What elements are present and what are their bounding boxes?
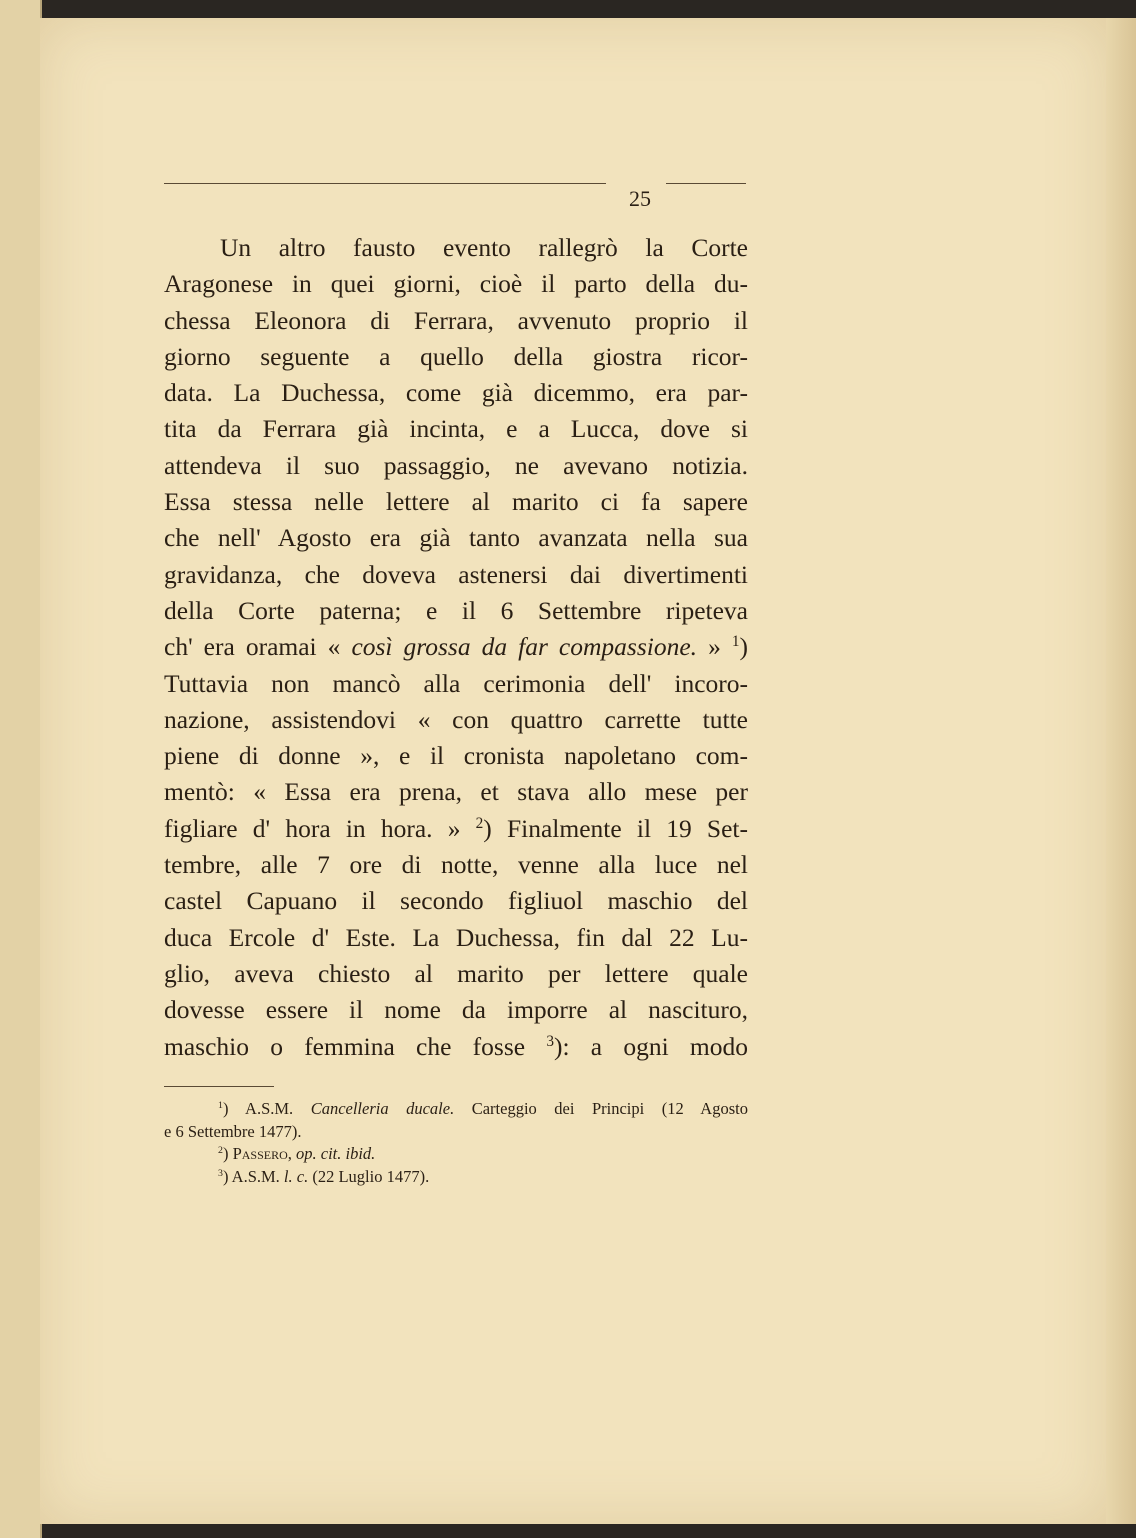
text-line: Un altro fausto evento rallegrò la Corte xyxy=(220,233,748,262)
page-number: 25 xyxy=(629,186,651,211)
footnote-ref-1: 1 xyxy=(731,633,740,651)
text-line: glio, aveva chiesto al marito per lettere quale xyxy=(164,958,748,988)
text-line-with-quotation xyxy=(164,629,748,665)
text-line: duca Ercole d' Este. La Duchessa, fin dal 22 Lu- xyxy=(164,922,748,952)
text-line: dovesse essere il nome da imporre al nascituro, xyxy=(164,995,748,1025)
footnote-mark: 2 xyxy=(218,1145,223,1157)
italic-span: l. c. xyxy=(283,1166,309,1186)
text-span: ) Finalmente il 19 Set- xyxy=(483,813,748,843)
footnote-1 xyxy=(164,1098,748,1121)
text-span: , xyxy=(287,1144,297,1163)
text-line: della Corte paterna; e il 6 Settembre ripeteva xyxy=(164,595,748,625)
footnote-2 xyxy=(164,1143,748,1166)
text-span: ) A.S.M. xyxy=(222,1166,284,1186)
text-line: Aragonese in quei giorni, cioè il parto della du- xyxy=(164,269,748,299)
text-span: » xyxy=(697,632,732,662)
footnote-1-continued: e 6 Settembre 1477). xyxy=(164,1121,302,1141)
text-line: Tuttavia non mancò alla cerimonia dell' incoro- xyxy=(164,668,748,698)
header-rule-left xyxy=(164,183,606,184)
text-span: ch' era oramai « xyxy=(164,632,352,662)
text-span: Carteggio dei Principi (12 Agosto xyxy=(454,1099,748,1118)
page-stack-edge xyxy=(1106,18,1136,1524)
footnote-mark: 3 xyxy=(218,1167,223,1179)
footnote-ref-3: 3 xyxy=(546,1032,554,1050)
author-name: Passero xyxy=(232,1144,288,1163)
footnote-separator xyxy=(164,1086,274,1087)
footnote-ref-2: 2 xyxy=(475,814,484,832)
text-line: attendeva il suo passaggio, ne avevano notizia. xyxy=(164,450,748,480)
text-line: mentò: « Essa era prena, et stava allo mese per xyxy=(164,777,748,807)
footnotes xyxy=(164,1098,748,1188)
text-line: nazione, assistendovi « con quattro carrette tutte xyxy=(164,704,748,734)
text-line-with-note xyxy=(164,1029,748,1065)
text-line: data. La Duchessa, come già dicemmo, era par- xyxy=(164,378,748,408)
italic-quotation: così grossa da far compassione. xyxy=(351,632,698,662)
left-page-edge xyxy=(0,0,42,1538)
text-line: tita da Ferrara già incinta, e a Lucca, dove si xyxy=(164,414,748,444)
italic-span: Cancelleria ducale. xyxy=(310,1099,455,1118)
footnote-mark: 1 xyxy=(218,1100,223,1112)
footnote-3 xyxy=(164,1166,748,1189)
body-text xyxy=(164,230,748,1065)
text-line: castel Capuano il secondo figliuol maschio del xyxy=(164,886,748,916)
text-span: maschio o femmina che fosse xyxy=(164,1031,547,1061)
text-span: ) A.S.M. xyxy=(222,1099,311,1118)
text-line: tembre, alle 7 ore di notte, venne alla luce nel xyxy=(164,850,748,880)
text-span: ) xyxy=(222,1144,233,1163)
text-line: Essa stessa nelle lettere al marito ci fa sapere xyxy=(164,487,748,517)
text-span: figliare d' hora in hora. » xyxy=(164,813,476,843)
text-span: ) xyxy=(739,632,748,662)
text-span: (22 Luglio 1477). xyxy=(308,1166,430,1186)
text-line-with-note xyxy=(164,811,748,847)
text-line: piene di donne », e il cronista napoletano com- xyxy=(164,741,748,771)
text-line: gravidanza, che doveva astenersi dai divertimenti xyxy=(164,559,748,589)
text-span: ): a ogni modo xyxy=(553,1031,748,1061)
header-rule-right xyxy=(666,183,746,184)
text-line: che nell' Agosto era già tanto avanzata nella sua xyxy=(164,523,748,553)
text-line: chessa Eleonora di Ferrara, avvenuto proprio il xyxy=(164,305,748,335)
text-line: giorno seguente a quello della giostra ricor- xyxy=(164,341,748,371)
italic-span: op. cit. ibid. xyxy=(296,1144,376,1163)
